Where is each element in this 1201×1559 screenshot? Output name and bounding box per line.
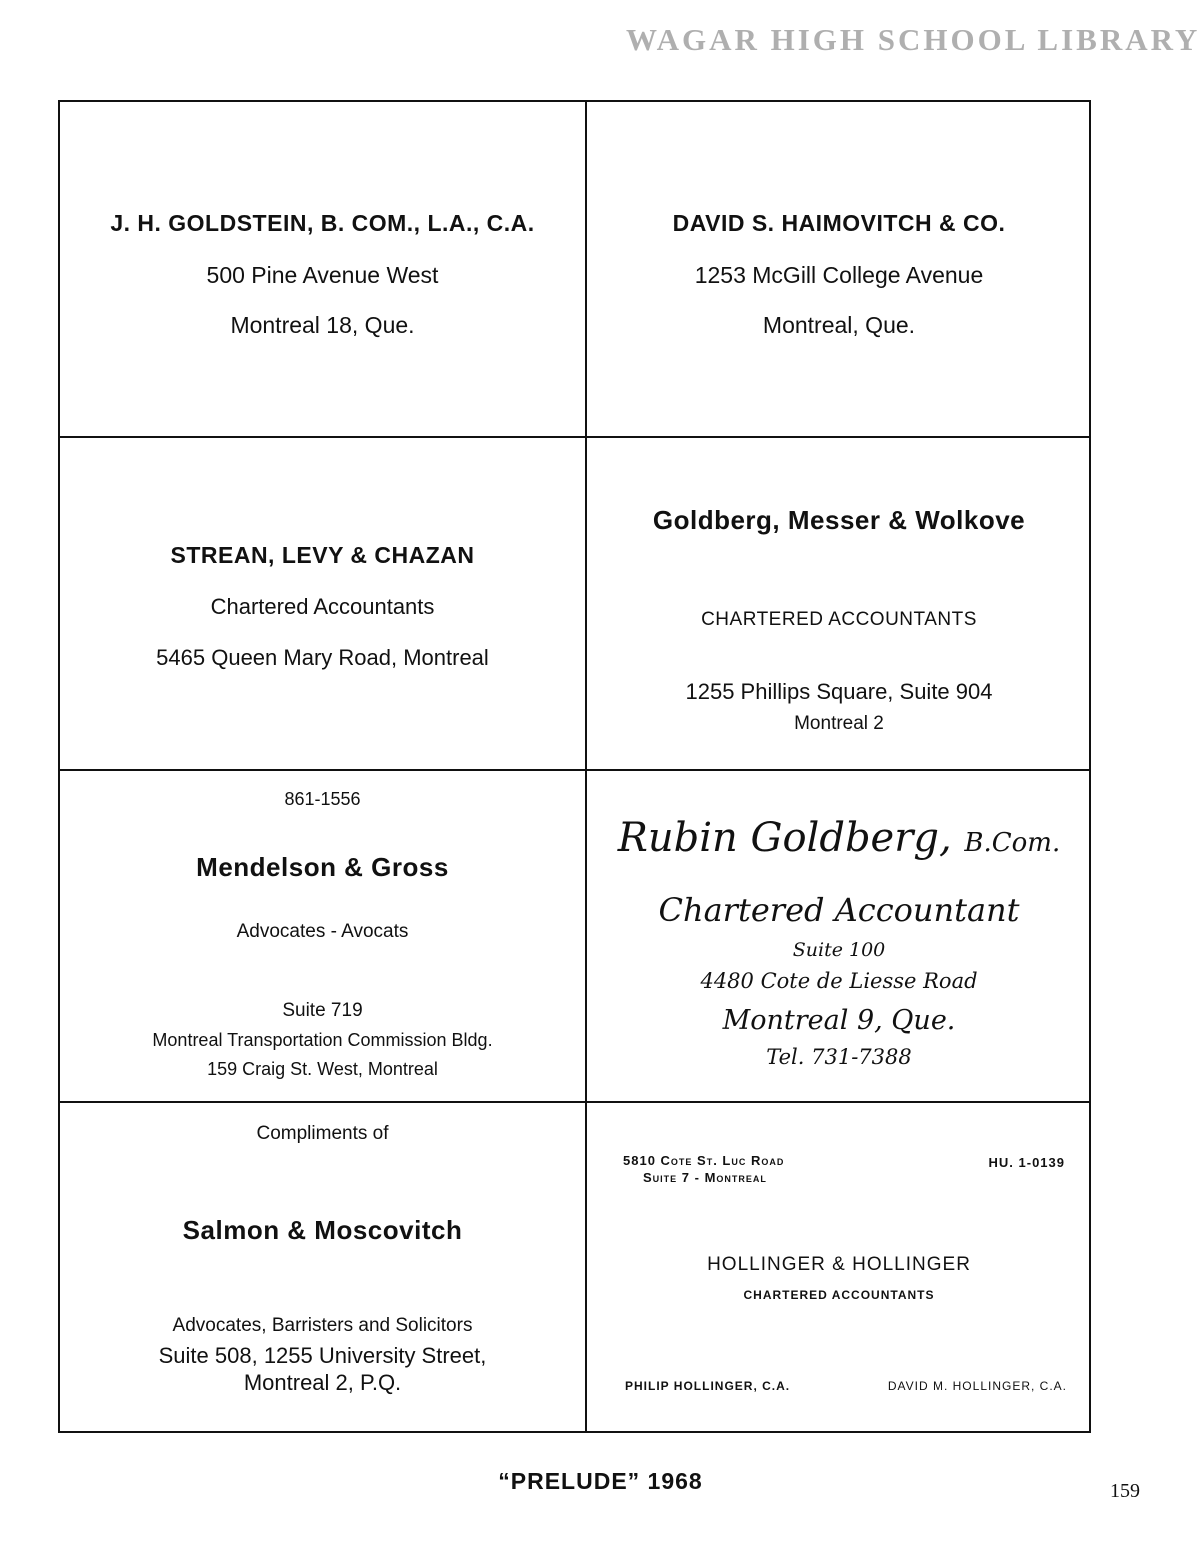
ad-suite-line: Suite 7 - Montreal xyxy=(643,1170,767,1185)
ad-address-line: 1253 McGill College Avenue xyxy=(694,262,984,288)
ad-city-line: Montreal 18, Que. xyxy=(230,312,415,338)
ad-phone: HU. 1-0139 xyxy=(988,1155,1065,1170)
ad-address-line: 500 Pine Avenue West xyxy=(206,262,439,288)
ad-address-line: Suite 508, 1255 University Street, xyxy=(158,1343,487,1368)
ad-suite-line: Suite 719 xyxy=(282,1000,363,1021)
ad-suite-line: Suite 100 xyxy=(792,939,886,961)
ad-address-block xyxy=(623,1152,784,1186)
ad-rubin-goldberg xyxy=(587,771,1091,1101)
ad-address-line: 5465 Queen Mary Road, Montreal xyxy=(156,645,489,670)
ad-salmon xyxy=(60,1103,585,1433)
ad-profession: Chartered Accountant xyxy=(658,891,1020,929)
ad-partner-1: PHILIP HOLLINGER, C.A. xyxy=(625,1379,791,1393)
ad-building-line: Montreal Transportation Commission Bldg. xyxy=(152,1030,493,1050)
ad-city-line: Montreal, Que. xyxy=(762,312,916,338)
ad-name: STREAN, LEVY & CHAZAN xyxy=(170,542,475,568)
ad-name: DAVID S. HAIMOVITCH & CO. xyxy=(672,210,1006,236)
ad-phone: 861-1556 xyxy=(284,789,361,809)
ad-profession: Advocates - Avocats xyxy=(236,921,409,942)
ad-name: Goldberg, Messer & Wolkove xyxy=(652,505,1026,535)
ad-grid xyxy=(58,100,1091,1433)
ad-address-line: 159 Craig St. West, Montreal xyxy=(207,1059,438,1079)
ad-city-line: Montreal 2 xyxy=(794,713,884,734)
ad-strean xyxy=(60,438,585,769)
ad-goldstein xyxy=(60,102,585,436)
ad-name-text: Rubin Goldberg, xyxy=(617,815,952,861)
ad-city-line: Montreal 2, P.Q. xyxy=(243,1370,402,1395)
ad-name: Mendelson & Gross xyxy=(196,852,449,882)
page-number: 159 xyxy=(1110,1480,1140,1502)
ad-phone: Tel. 731-7388 xyxy=(766,1045,912,1069)
ad-profession: Advocates, Barristers and Solicitors xyxy=(172,1315,473,1336)
ad-address-line: 1255 Phillips Square, Suite 904 xyxy=(685,679,993,704)
ad-name: Salmon & Moscovitch xyxy=(182,1215,463,1245)
ad-mendelson xyxy=(60,771,585,1101)
ad-name xyxy=(587,815,1091,861)
ad-intro: Compliments of xyxy=(256,1123,389,1144)
ad-city-line: Montreal 9, Que. xyxy=(722,1005,956,1036)
library-stamp: WAGAR HIGH SCHOOL LIBRARY xyxy=(626,22,1201,57)
ad-address-line: 4480 Cote de Liesse Road xyxy=(700,969,978,993)
ad-degree: B.Com. xyxy=(964,828,1061,858)
ad-profession: CHARTERED ACCOUNTANTS xyxy=(743,1288,935,1302)
yearbook-footer: “PRELUDE” 1968 xyxy=(498,1468,703,1494)
ad-profession: CHARTERED ACCOUNTANTS xyxy=(701,609,977,630)
ad-name: HOLLINGER & HOLLINGER xyxy=(707,1254,971,1275)
ad-partner-2: DAVID M. HOLLINGER, C.A. xyxy=(887,1379,1067,1393)
ad-address-line: 5810 Cote St. Luc Road xyxy=(623,1153,785,1168)
ad-goldberg-messer xyxy=(587,438,1091,769)
ad-hollinger xyxy=(587,1103,1091,1433)
ad-name: J. H. GOLDSTEIN, B. COM., L.A., C.A. xyxy=(110,210,535,236)
ad-profession: Chartered Accountants xyxy=(210,594,435,619)
ad-haimovitch xyxy=(587,102,1091,436)
